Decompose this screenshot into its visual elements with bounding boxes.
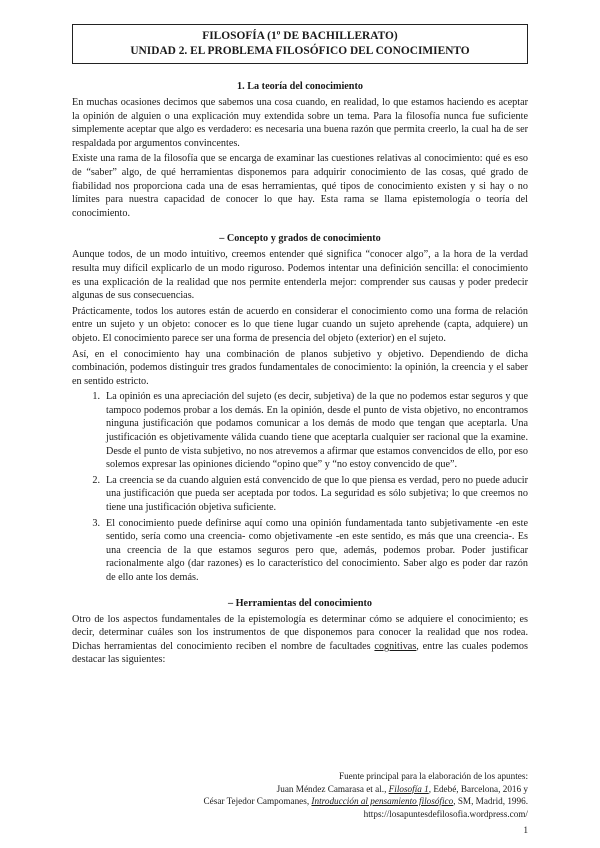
footer-line — [108, 795, 528, 808]
list-item — [72, 474, 528, 515]
paragraph: Prácticamente, todos los autores están de acuerdo en considerar el conocimiento como una forma de relación entre un sujeto y un objeto: conocer es lo que tiene lugar cuando un sujeto aprehende (capta, adquiere) un objeto. El conocimiento parece ser una forma de presencia del objeto (exterior) en el sujeto. — [72, 305, 528, 344]
book-title: Introducción al pensamiento filosófico — [311, 796, 454, 807]
list-number: 2. — [92, 474, 100, 486]
list-text: El conocimiento puede definirse aquí como una opinión fundamentada tanto subjetivamente -en este sentido, sería como una creencia- como objetivamente -en este sentido, es más que una creencia-. Es una creencia de la que estamos seguros pero que, además, podemos probar. Poder justificar racionalmente algo (dar razones) es lo característico del conocimiento. Saber algo es poder dar razón de ello ante los demás. — [106, 517, 528, 583]
list-item — [72, 390, 528, 472]
book-title: Filosofía 1 — [388, 783, 429, 794]
paragraph-text: Otro de los aspectos fundamentales de la epistemología es determinar cómo se adquiere el conocimiento; es decir, determinar cuáles son los instrumentos de que disponemos para conocer la realidad que nos rodea. Dichas herramientas del conocimiento reciben el nombre de facultades — [72, 613, 528, 652]
list-number: 3. — [92, 517, 100, 529]
section-heading-herramientas: – Herramientas del conocimiento — [227, 597, 372, 609]
list-text: La creencia se da cuando alguien está convencido de que lo que piensa es verdad, pero no puede aducir una justificación que pueda ser aceptada por todos. La seguridad es sólo subjetiva; lo que creemos no tiene una justificación objetiva suficiente. — [106, 474, 528, 514]
course-title: FILOSOFÍA (1º DE BACHILLERATO) — [202, 30, 398, 42]
source-footer — [108, 770, 528, 820]
footer-text: Juan Méndez Camarasa et al., — [276, 783, 389, 794]
section-heading-concepto: – Concepto y grados de conocimiento — [219, 233, 381, 245]
paragraph-text: , entre las cuales podemos destacar las siguientes: — [72, 640, 528, 666]
unit-title: UNIDAD 2. EL PROBLEMA FILOSÓFICO DEL CONOCIMIENTO — [130, 45, 470, 57]
page-number: 1 — [523, 826, 528, 836]
footer-text: , SM, Madrid, 1996. — [453, 796, 528, 807]
list-number: 1. — [92, 391, 100, 403]
list-item — [72, 517, 528, 585]
paragraph: Así, en el conocimiento hay una combinación de planos subjetivo y objetivo. Dependiendo de dicha combinación, podemos distinguir tres grados fundamentales de conocimiento: la opinión, la creencia y el saber en sentido estricto. — [72, 348, 528, 387]
paragraph: En muchas ocasiones decimos que sabemos una cosa cuando, en realidad, lo que estamos haciendo es aceptar la opinión de alguien o una explicación muy extendida sobre un tema. Para la filosofía nunca fue suficiente simplemente aceptar que algo es verdadero: es necesaria una buena razón que permita creerlo, la cual ha de ser respaldada por argumentos convincentes. — [72, 97, 528, 149]
footer-line: Fuente principal para la elaboración de los apuntes: — [338, 771, 528, 781]
section-heading-teoria: 1. La teoría del conocimiento — [237, 81, 363, 92]
footer-text: , Edebé, Barcelona, 2016 y — [428, 783, 528, 794]
footer-text: César Tejedor Campomanes, — [203, 796, 312, 807]
list-text: La opinión es una apreciación del sujeto (es decir, subjetiva) de la que no podemos estar seguros y que tampoco podemos probar a los demás. En la opinión, desde el punto de vista objetivo, no encontramos ninguna justificación que podamos comunicar a los demás de modo que tengan que aceptarla. Una justificación es objetivamente válida cuando tiene que aceptarla cualquier ser racional que la examine. Desde el punto de vista subjetivo, no nos atrevemos a afirmar que estamos convencidos de ello, por eso solemos expresar las opiniones diciendo “opino que” y “no estoy convencido de que”. — [106, 391, 528, 471]
paragraph: Existe una rama de la filosofía que se encarga de examinar las cuestiones relativas al conocimiento: qué es eso de “saber” algo, de qué herramientas disponemos para adquirir conocimiento de las cosas, qué grado de fiabilidad nos proporciona cada una de esas herramientas, qué tipos de conocimiento existen y si hay o no límites para nuestra capacidad de conocer lo que hay. Esta rama se llama epistemología o teoría del conocimiento. — [72, 153, 528, 219]
footer-line — [108, 783, 528, 796]
footer-url[interactable]: https://losapuntesdefilosofia.wordpress.com/ — [363, 808, 528, 819]
underlined-term: cognitivas — [374, 640, 417, 652]
document-body — [72, 80, 528, 667]
title-box — [72, 24, 528, 64]
grades-list — [72, 390, 528, 584]
paragraph — [72, 613, 528, 667]
paragraph: Aunque todos, de un modo intuitivo, creemos entender qué significa “conocer algo”, a la hora de la verdad resulta muy difícil explicarlo de un modo riguroso. Podemos intentar una definición sencilla: el conocimiento es una explicación de la realidad que nos permite entenderla mejor: comprender sus causas y poder predecir algunas de sus consecuencias. — [72, 249, 528, 302]
